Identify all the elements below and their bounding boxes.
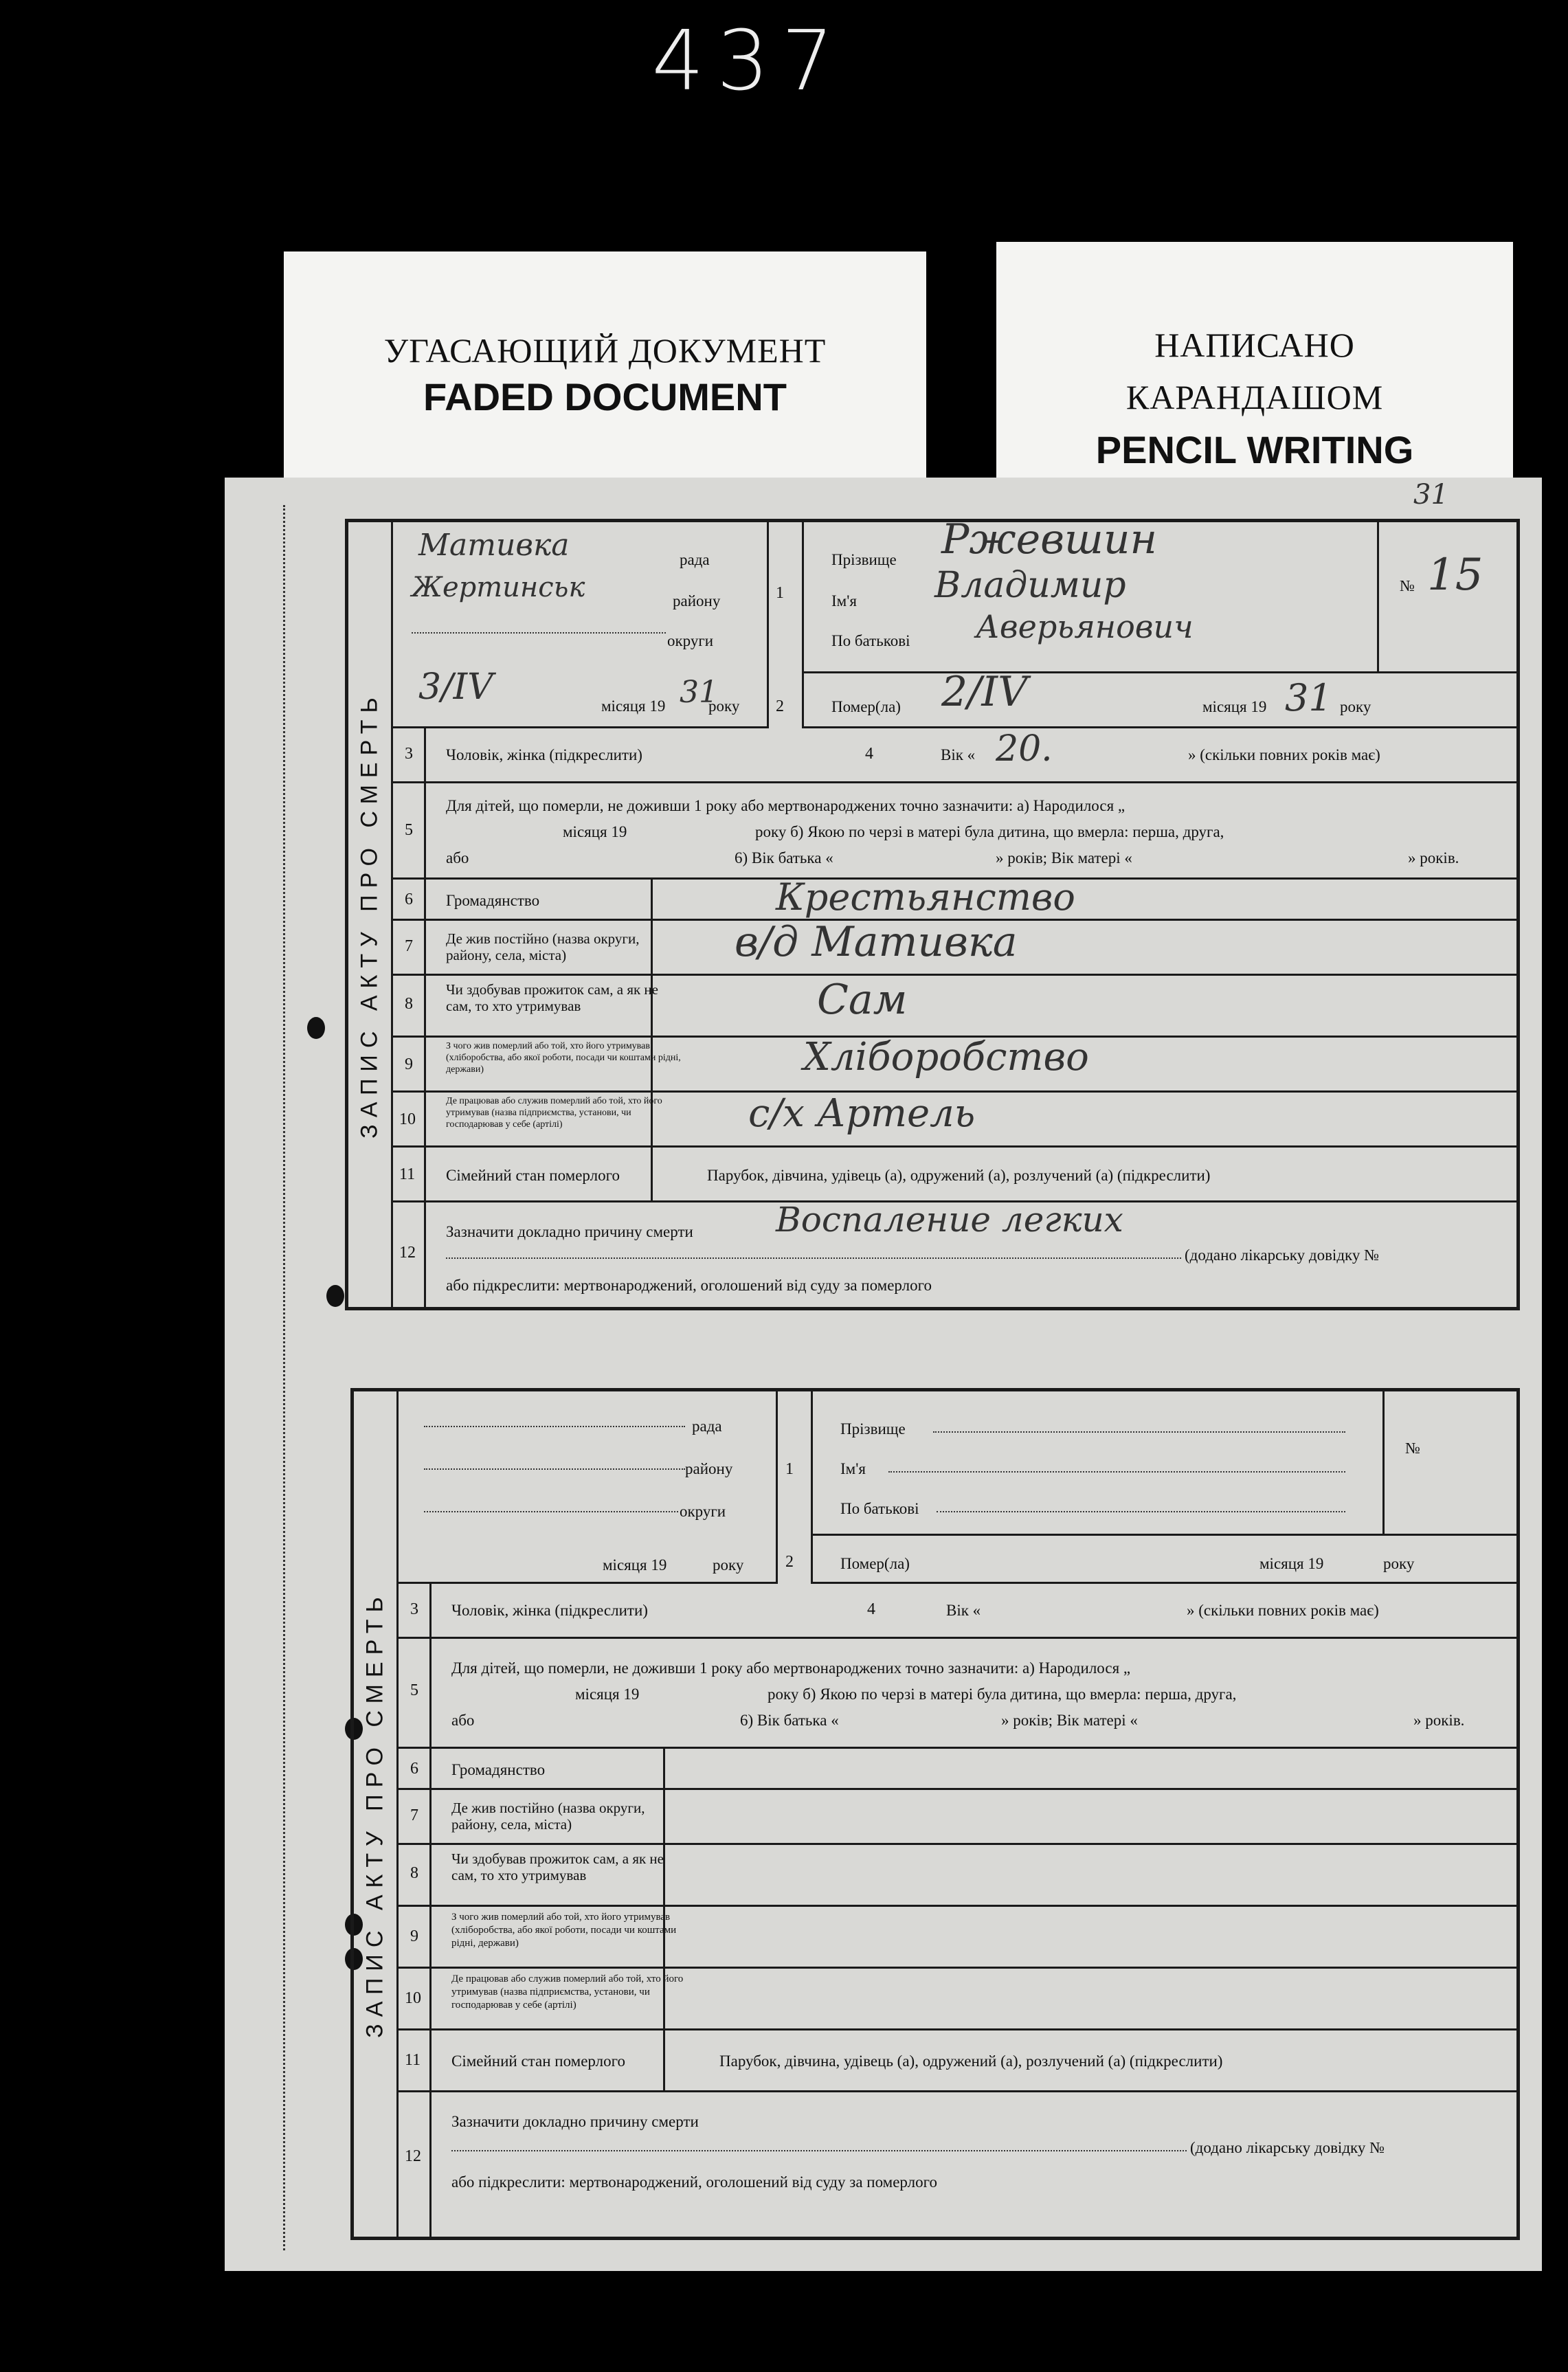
row-6: 6 Громадянство Крестьянство	[391, 880, 1516, 921]
archive-number: 437	[651, 14, 847, 109]
location-block	[391, 522, 769, 728]
death-record-form-2: ЗАПИС АКТУ ПРО СМЕРТЬ рада району округи місяця 19 року 1 2 Прізвище Ім'я По батькові № Помер(ла) місяця 19 року 3 Чоловік, жінка (підкреслити) 4 Вік « » (скільки повних років має) 5 Для дітей, що померли, не доживши 1 року або мертвонароджених точно зазначити: а) Народилося „ місяця 19 року б) Якою по черзі в матері була дитина, що вмерла: перша, друга, або 6) Вік батька « » років; Вік матері « » років. 6 Громадянство 7 Де жив постійно (назва округи, району, села, міста) 8 Чи здобував прожиток сам, а як не сам, то хто утримував 9 З чого жив померлий або той, хто його утримував (хліборобства, або якої роботи, посади чи коштами рідні, держави) 10 Де працював або служив померлий або той, хто його утримував (назва підприємства, установи, чи господарював у себе (артілі) 11 Сімейний стан померлого Парубок, дівчина, удівець (а), одружений (а), розлучений (а) (підкреслити) 12 Зазначити докладно причину смерти (додано лікарську довідку № або підкреслити: мертвонароджений, оголошений від суду за померлого	[350, 1388, 1520, 2240]
raion-value: Жертинськ	[412, 572, 585, 603]
roku-label-2: року	[713, 1556, 744, 1574]
patronymic-label: По батькові	[831, 632, 910, 649]
raion-label-2: району	[685, 1460, 733, 1477]
cause-alternative-2: або підкреслити: мертвонароджений, оголошений від суду за померлого	[451, 2173, 937, 2191]
row-11-divider	[651, 1148, 653, 1202]
workplace-label-2: Де працював або служив померлий або той, хто його утримував (назва підприємства, установи, чи господарював у себе (артілі)	[451, 1973, 684, 2011]
row-8-2: 8 Чи здобував прожиток сам, а як не сам, то хто утримував	[396, 1845, 1516, 1907]
number-col-divider	[424, 728, 426, 1307]
registration-month-label: місяця 19	[601, 697, 666, 715]
children-line-3a: або	[446, 849, 469, 866]
pencil-label-en: PENCIL WRITING	[1095, 428, 1414, 471]
faded-document-label	[284, 251, 926, 478]
name-label-2: Ім'я	[840, 1460, 866, 1477]
row-3-2: 3 Чоловік, жінка (підкреслити) 4 Вік « » (скільки повних років має)	[396, 1584, 1516, 1639]
citizenship-value: Крестьянство	[776, 875, 1075, 919]
row-10: 10 Де працював або служив померлий або той, хто його утримував (назва підприємства, установи, чи господарював у себе (артілі) с/х Артель	[391, 1093, 1516, 1148]
surname-label: Прізвище	[831, 551, 897, 568]
row-10-2: 10 Де працював або служив померлий або той, хто його утримував (назва підприємства, установи, чи господарював у себе (артілі)	[396, 1969, 1516, 2030]
rada-label: рада	[680, 551, 710, 568]
registration-day: 3/IV	[418, 667, 493, 708]
children-line-3c-2: » років; Вік матері «	[1001, 1712, 1138, 1729]
pencil-label-ru-line2: КАРАНДАШОМ	[1125, 378, 1384, 416]
row-number-2: 2	[776, 697, 784, 715]
occupation-value: Хліборобство	[803, 1035, 1089, 1079]
faded-label-en: FADED DOCUMENT	[423, 375, 787, 418]
record-no-label-2: №	[1405, 1440, 1420, 1457]
marital-options: Парубок, дівчина, удівець (а), одружений (а), розлучений (а) (підкреслити)	[707, 1167, 1211, 1184]
number-col-divider-left	[391, 522, 393, 1307]
patronymic-value: Аверьянович	[976, 608, 1194, 645]
children-line-2-2: місяця 19	[575, 1686, 640, 1703]
row-3: 3 Чоловік, жінка (підкреслити) 4 Вік « 20. » (скільки повних років має)	[391, 728, 1516, 783]
row-12: 12 Зазначити докладно причину смерти Воспаление легких (додано лікарську довідку № або підкреслити: мертвонароджений, оголошений від суду за померлого	[399, 1200, 1380, 1294]
occupation-label: З чого жив померлий або той, хто його утримував (хліборобства, або якої роботи, посади чи коштами рідні, держави)	[446, 1041, 681, 1075]
age-value: 20.	[996, 728, 1053, 770]
children-line-2b-2: року б) Якою по черзі в матері була дитина, що вмерла: перша, друга,	[768, 1686, 1237, 1703]
name-block-2	[811, 1391, 1385, 1536]
raion-label: району	[673, 592, 721, 609]
okruhy-label: округи	[667, 632, 714, 649]
record-number-block-2	[1385, 1391, 1516, 1536]
children-line-3a-2: або	[451, 1712, 475, 1729]
cause-value: Воспаление легких	[776, 1200, 1123, 1240]
death-year-value: 31	[1285, 676, 1332, 719]
row-9-2: 9 З чого жив померлий або той, хто його утримував (хліборобства, або якої роботи, посади чи коштами рідні, держави)	[396, 1907, 1516, 1969]
citizenship-label: Громадянство	[446, 892, 540, 909]
support-label-2: Чи здобував прожиток сам, а як не сам, то хто утримував	[451, 1850, 664, 1883]
perforation-line	[283, 505, 287, 2250]
side-title: ЗАПИС АКТУ ПРО СМЕРТЬ	[348, 522, 393, 1307]
age-suffix-2: » (скільки повних років має)	[1187, 1602, 1379, 1619]
rows-divider-2	[663, 1749, 665, 2030]
marital-label-2: Сімейний стан померлого	[451, 2052, 625, 2070]
record-number-block	[1379, 522, 1516, 673]
side-title-2: ЗАПИС АКТУ ПРО СМЕРТЬ	[354, 1391, 399, 2237]
children-line-1-2: Для дітей, що померли, не доживши 1 року або мертвонароджених точно зазначити: а) Народилося „	[451, 1659, 1131, 1677]
row-7: 7 Де жив постійно (назва округи, району, села, міста) в/д Мативка	[391, 921, 1516, 976]
age-suffix: » (скільки повних років має)	[1188, 746, 1380, 763]
row-11-2: 11 Сімейний стан померлого Парубок, дівчина, удівець (а), одружений (а), розлучений (а) (підкреслити)	[396, 2030, 1516, 2092]
registration-year: 31	[680, 675, 718, 710]
registration-roku-label: року	[708, 697, 740, 715]
residence-value: в/д Мативка	[735, 918, 1018, 966]
row-11: 11 Сімейний стан померлого Парубок, дівчина, удівець (а), одружений (а), розлучений (а) (підкреслити)	[391, 1148, 1516, 1202]
sex-label-2: Чоловік, жінка (підкреслити)	[451, 1602, 648, 1619]
faded-label-ru: УГАСАЮЩИЙ ДОКУМЕНТ	[383, 331, 827, 370]
row-9: 9 З чого жив померлий або той, хто його утримував (хліборобства, або якої роботи, посади чи коштами рідні, держави) Хліборобство	[391, 1038, 1516, 1093]
death-day-value: 2/IV	[941, 668, 1028, 716]
death-record-form-1	[345, 515, 1520, 1310]
death-roku-label-2: року	[1383, 1555, 1415, 1572]
children-line-2: місяця 19	[563, 823, 627, 840]
row-11-divider-2	[663, 2030, 665, 2092]
rows-divider	[651, 880, 653, 1148]
pencil-writing-label	[996, 242, 1513, 489]
okruhy-label-2: округи	[680, 1503, 726, 1520]
cause-line	[446, 1257, 1181, 1259]
children-line-3d-2: » років.	[1413, 1712, 1465, 1729]
record-no-label: №	[1400, 577, 1415, 594]
death-date-label: Помер(ла)	[831, 698, 901, 715]
record-no-value: 15	[1427, 550, 1483, 601]
punch-hole	[307, 1017, 325, 1039]
cause-alternative: або підкреслити: мертвонароджений, оголошений від суду за померлого	[446, 1277, 932, 1294]
age-label: Вік «	[941, 746, 976, 763]
death-date-block-2	[811, 1536, 1516, 1584]
citizenship-label-2: Громадянство	[451, 1761, 546, 1778]
cause-dodano: (додано лікарську довідку №	[1185, 1246, 1380, 1264]
cause-label-2: Зазначити докладно причину смерти	[451, 2113, 699, 2130]
workplace-label: Де працював або служив померлий або той, хто його утримував (назва підприємства, установи, чи господарював у себе (артілі)	[446, 1096, 662, 1130]
children-line-3b-2: 6) Вік батька «	[740, 1712, 839, 1729]
rada-value: Мативка	[418, 528, 570, 563]
marital-options-2: Парубок, дівчина, удівець (а), одружений (а), розлучений (а) (підкреслити)	[719, 2052, 1223, 2070]
support-label: Чи здобував прожиток сам, а як не сам, то хто утримував	[446, 981, 658, 1014]
row-8: 8 Чи здобував прожиток сам, а як не сам, то хто утримував Сам	[391, 976, 1516, 1038]
children-line-2b: року б) Якою по черзі в матері була дитина, що вмерла: перша, друга,	[755, 823, 1224, 840]
row-7-2: 7 Де жив постійно (назва округи, району, села, міста)	[396, 1790, 1516, 1845]
occupation-label-2: З чого жив померлий або той, хто його утримував (хліборобства, або якої роботи, посади чи коштами рідні, держави)	[451, 1912, 677, 1949]
death-month-label: місяця 19	[1202, 698, 1267, 715]
row-5-children: 5 Для дітей, що померли, не доживши 1 року або мертвонароджених точно зазначити: а) Народилося „ місяця 19 року б) Якою по черзі в матері була дитина, що вмерла: перша, друга, або 6) Вік батька « » років; Вік матері « » років.	[391, 783, 1516, 880]
patronymic-label-2: По батькові	[840, 1500, 919, 1517]
sex-label: Чоловік, жінка (підкреслити)	[446, 746, 642, 763]
children-line-3d: » років.	[1408, 849, 1459, 866]
rada-label-2: рада	[692, 1418, 722, 1435]
cause-label: Зазначити докладно причину смерти	[446, 1223, 693, 1240]
children-line-1: Для дітей, що померли, не доживши 1 року або мертвонароджених точно зазначити: а) Народилося „	[446, 797, 1125, 814]
death-record-sheet	[225, 478, 1542, 2271]
death-month-label-2: місяця 19	[1259, 1555, 1324, 1572]
workplace-value: с/х Артель	[748, 1091, 976, 1136]
pencil-label-ru	[996, 319, 1513, 423]
residence-label-2: Де жив постійно (назва округи, району, села, міста)	[451, 1800, 645, 1833]
surname-label-2: Прізвище	[840, 1420, 906, 1437]
name-value: Владимир	[934, 565, 1126, 606]
month-label-2: місяця 19	[603, 1556, 667, 1574]
support-value: Сам	[817, 976, 908, 1024]
children-line-3c: » років; Вік матері «	[996, 849, 1132, 866]
okruhy-line	[412, 632, 666, 634]
residence-label: Де жив постійно (назва округи, району, села, міста)	[446, 930, 640, 963]
age-label-2: Вік «	[946, 1602, 981, 1619]
cause-dodano-2: (додано лікарську довідку №	[1190, 2139, 1385, 2156]
row-number-1: 1	[776, 584, 784, 602]
location-block-2	[396, 1391, 778, 1584]
row-12-2: 12 Зазначити докладно причину смерти (додано лікарську довідку № або підкреслити: мертвонароджений, оголошений від суду за померлого	[405, 2113, 1385, 2191]
death-roku-label: року	[1340, 698, 1371, 715]
row-5-children-2: 5 Для дітей, що померли, не доживши 1 року або мертвонароджених точно зазначити: а) Народилося „ місяця 19 року б) Якою по черзі в матері була дитина, що вмерла: перша, друга, або 6) Вік батька « » років; Вік матері « » років.	[396, 1639, 1516, 1749]
name-label: Ім'я	[831, 592, 857, 609]
pencil-label-ru-line1: НАПИСАНО	[1154, 326, 1355, 364]
death-date-block	[802, 668, 1516, 728]
row-6-2: 6 Громадянство	[396, 1749, 1516, 1790]
marital-label: Сімейний стан померлого	[446, 1167, 620, 1184]
punch-hole	[326, 1285, 344, 1307]
surname-value: Ржевшин	[941, 515, 1158, 563]
name-block	[802, 515, 1379, 673]
corner-note: 31	[1413, 479, 1448, 511]
children-line-3b: 6) Вік батька «	[735, 849, 833, 866]
death-date-label-2: Помер(ла)	[840, 1555, 910, 1572]
